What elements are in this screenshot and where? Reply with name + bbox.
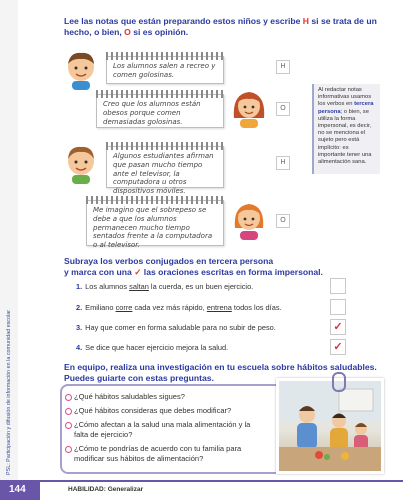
instruction-2-line2a: y marca con una [64, 267, 135, 277]
girl-avatar-2 [232, 200, 266, 240]
option-1-pre: Los alumnos [85, 282, 130, 291]
option-2-verb: corre [115, 303, 133, 312]
skill-label: HABILIDAD: Generalizar [68, 486, 144, 493]
instruction-1-o: O [124, 27, 131, 37]
sidebar-text: PSL: Participación y difusión de información en la comunidad escolar [6, 309, 12, 475]
tip-bold: tercera persona [318, 101, 374, 115]
option-2-num: 2. [76, 303, 83, 312]
girl-avatar-1 [232, 88, 266, 128]
question-3: ¿Cómo afectan a la salud una mala alimentación y la falta de ejercicio? [74, 420, 264, 439]
instruction-3-line2: Puedes guiarte con estas preguntas. [64, 373, 214, 383]
instruction-1-part2: si se trata de un hecho, o bien, [64, 16, 377, 37]
option-2-post2: todos los días. [231, 303, 282, 312]
tip-part1: Al redactar notas informativas usamos los verbos en [318, 87, 372, 108]
note-2 [96, 94, 224, 128]
check-box-4[interactable]: ✓ [330, 339, 346, 355]
option-1-verb: saltan [129, 282, 149, 291]
note-4 [86, 200, 224, 250]
question-2: ¿Qué hábitos consideras que debes modificar? [74, 406, 264, 416]
note-3-text: Algunos estudiantes afirman que pasan mucho tiempo ante el televisor, la computadora u otros dispositivos móviles. [113, 152, 214, 196]
question-4: ¿Cómo te pondrías de acuerdo con tu familia para modificar sus hábitos de alimentación? [74, 444, 264, 463]
option-1-num: 1. [76, 282, 83, 291]
family-photo [276, 378, 384, 474]
note-2-text: Creo que los alumnos están obesos porque comen demasiadas golosinas. [103, 100, 201, 126]
note-1 [106, 56, 224, 84]
instruction-2 [64, 256, 364, 278]
option-2-pre: Emiliano [85, 303, 116, 312]
footer-bar [0, 480, 403, 500]
option-1-post: la cuerda, es un buen ejercicio. [148, 282, 254, 291]
option-3-num: 3. [76, 323, 83, 332]
option-2-verb2: entrena [206, 303, 232, 312]
check-box-2[interactable] [330, 299, 346, 315]
boy-avatar-1 [64, 50, 98, 90]
option-4-text: Se dice que hacer ejercicio mejora la salud. [85, 343, 229, 352]
option-1 [76, 282, 253, 292]
check-box-1[interactable] [330, 278, 346, 294]
option-2-post: cada vez más rápido, [132, 303, 207, 312]
note-1-text: Los alumnos salen a recreo y comen golosinas. [113, 62, 216, 79]
option-3 [76, 323, 276, 333]
family-cooking-illustration [279, 381, 381, 471]
check-box-3[interactable]: ✓ [330, 319, 346, 335]
tip-part2: ; o bien, se utiliza la forma impersonal, es decir, no se menciona el sujeto pero está implícito: es importante tener una alimentación sana. [318, 108, 372, 166]
note-4-text: Me imagino que el sobrepeso se debe a que los alumnos permanecen mucho tiempo sentados frente a la computadora o al televisor. [93, 206, 213, 250]
answer-box-3[interactable]: H [276, 156, 290, 170]
tip-box [312, 84, 380, 174]
option-3-text: Hay que comer en forma saludable para no subir de peso. [85, 323, 276, 332]
instruction-1-part1: Lee las notas que están preparando estos niños y escribe [64, 16, 303, 26]
instruction-1 [64, 16, 384, 38]
page-number: 144 [0, 480, 40, 500]
note-3 [106, 146, 224, 196]
instruction-1-h: H [302, 16, 310, 26]
answer-box-1[interactable]: H [276, 60, 290, 74]
option-2 [76, 303, 282, 313]
question-1: ¿Qué hábitos saludables sigues? [74, 392, 264, 402]
instruction-1-part3: si es opinión. [130, 27, 189, 37]
check-icon: ✓ [134, 267, 142, 277]
boy-avatar-2 [64, 144, 98, 184]
instruction-2-line1: Subraya los verbos conjugados en tercera persona [64, 256, 274, 266]
option-4 [76, 343, 228, 353]
option-4-num: 4. [76, 343, 83, 352]
instruction-3-line1: En equipo, realiza una investigación en tu escuela sobre hábitos saludables. [64, 362, 377, 372]
answer-box-4[interactable]: O [276, 214, 290, 228]
instruction-2-line2 [64, 267, 364, 278]
instruction-2-line2b: las oraciones escritas en forma impersonal. [141, 267, 323, 277]
paperclip-icon [332, 372, 346, 392]
answer-box-2[interactable]: O [276, 102, 290, 116]
